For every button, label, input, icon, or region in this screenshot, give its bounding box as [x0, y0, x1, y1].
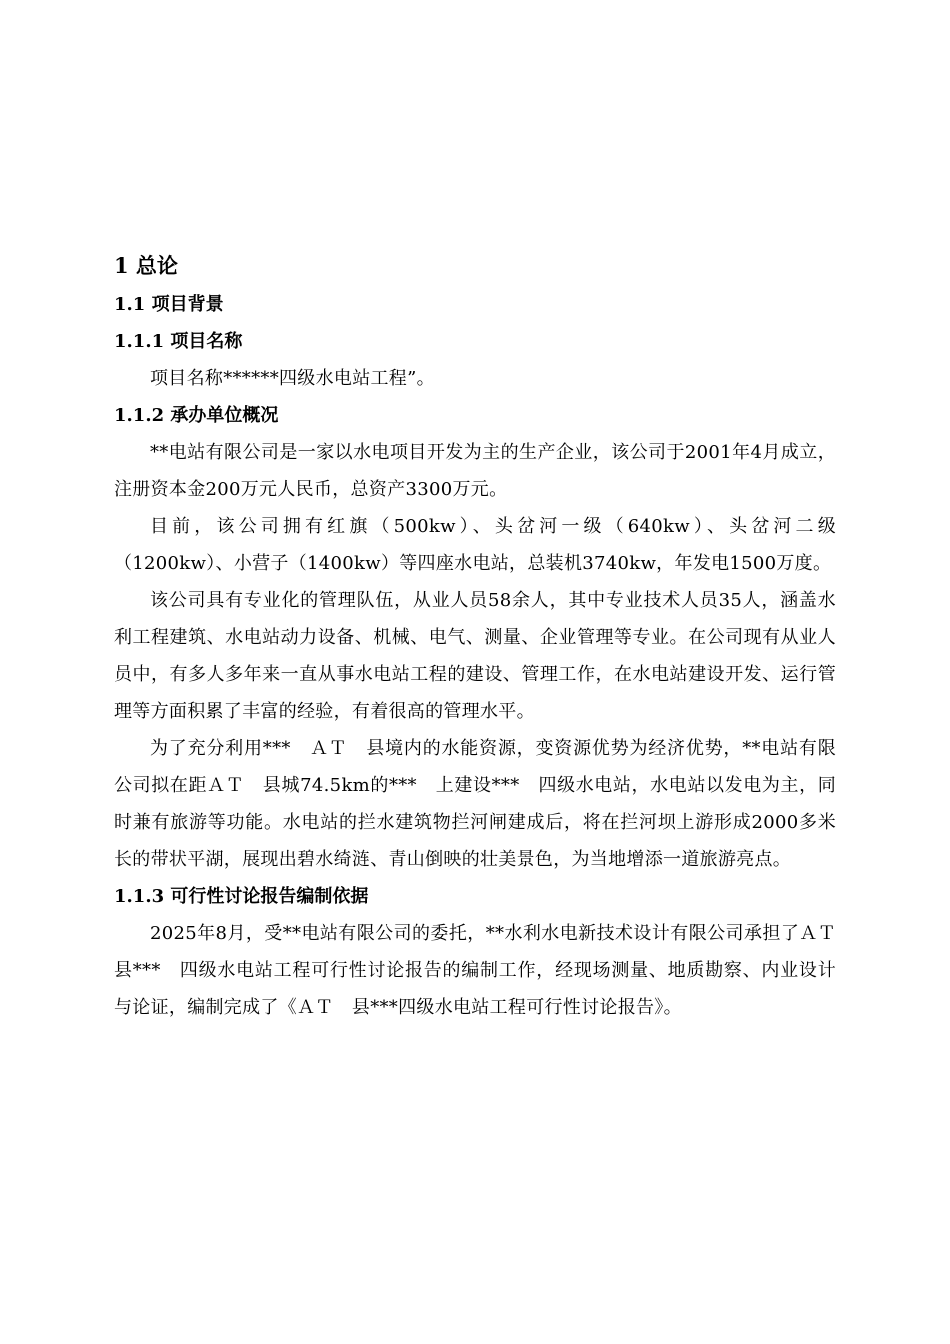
paragraph-management-team: 该公司具有专业化的管理队伍，从业人员58余人，其中专业技术人员35人，涵盖水利工程建筑、水电站动力设备、机械、电气、测量、企业管理等专业。在公司现有从业人员中，有多人多年来一直从事水电站工程的建设、管理工作，在水电站建设开发、运行管理等方面积累了丰富的经验，有着很高的管理水平。	[114, 590, 836, 722]
section-title-project-background: 1.1 项目背景	[114, 294, 224, 315]
document-body	[114, 246, 855, 1026]
chapter-title: 1 总论	[114, 253, 178, 278]
paragraph-company-intro: **电站有限公司是一家以水电项目开发为主的生产企业，该公司于2001年4月成立，注册资本金200万元人民币，总资产3300万元。	[114, 442, 836, 500]
subsection-title-report-basis: 1.1.3 可行性讨论报告编制依据	[114, 886, 369, 907]
subsection-title-organizer-overview: 1.1.2 承办单位概况	[114, 405, 279, 426]
paragraph-report-basis: 2025年8月，受**电站有限公司的委托，**水利水电新技术设计有限公司承担了ＡＴ 县*** 四级水电站工程可行性讨论报告的编制工作，经现场测量、地质勘察、内业设计与论证，编制完成了《ＡＴ 县***四级水电站工程可行性讨论报告》。	[114, 923, 855, 1018]
paragraph-project-purpose: 为了充分利用*** ＡＴ 县境内的水能资源，变资源优势为经济优势，**电站有限公司拟在距ＡＴ 县城74.5km的*** 上建设*** 四级水电站，水电站以发电为主，同时兼有旅游等功能。水电站的拦水建筑物拦河闸建成后，将在拦河坝上游形成2000多米长的带状平湖，展现出碧水绮涟、青山倒映的壮美景色，为当地增添一道旅游亮点。	[114, 738, 836, 870]
paragraph-power-stations: 目前，该公司拥有红旗（500kw）、头岔河一级（640kw）、头岔河二级（1200kw）、小营子（1400kw）等四座水电站，总装机3740kw，年发电1500万度。	[114, 516, 836, 574]
paragraph-project-name: 项目名称******四级水电站工程”。	[150, 368, 435, 389]
subsection-title-project-name: 1.1.1 项目名称	[114, 331, 243, 352]
